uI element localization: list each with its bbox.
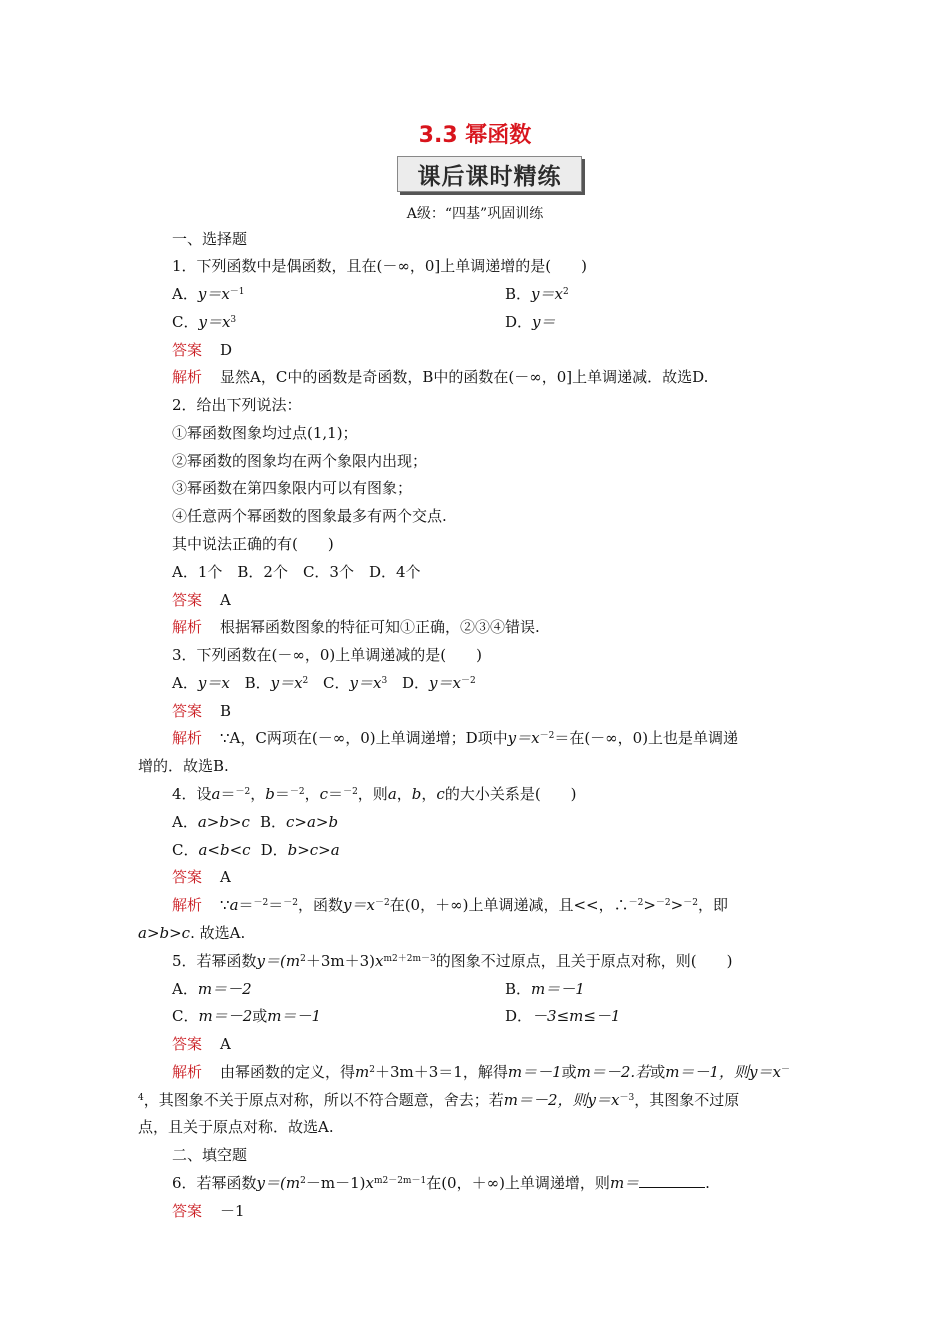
q2-stem: 2．给出下列说法： bbox=[172, 396, 302, 414]
q4-analysis-cont: a>b>c. 故选A. bbox=[138, 924, 246, 942]
q1-option-a: A．$y=x^{-1}$ bbox=[172, 285, 245, 303]
q1-option-b: B．$y=x^2$ bbox=[505, 285, 569, 303]
q2-question: 其中说法正确的有( ) bbox=[172, 535, 334, 553]
q2-item-3: ③幂函数在第四象限内可以有图象； bbox=[172, 479, 413, 497]
q3-stem: 3．下列函数在(－∞，0)上单调递减的是( ) bbox=[172, 646, 482, 664]
q3-analysis-cont: 增的．故选B. bbox=[138, 757, 229, 775]
q2-answer: 答案 A bbox=[172, 591, 231, 609]
q3-options: A．y＝x B．$y=x^2$ C．$y=x^3$ D．$y=x^{-2}$ bbox=[172, 674, 476, 692]
q2-item-4: ④任意两个幂函数的图象最多有两个交点. bbox=[172, 507, 447, 525]
q2-options: A．1个 B．2个 C．3个 D．4个 bbox=[172, 563, 421, 581]
page-title: 3.3 幂函数 bbox=[418, 123, 532, 148]
q2-item-2: ②幂函数的图象均在两个象限内出现； bbox=[172, 452, 428, 470]
section-heading-fill: 二、填空题 bbox=[172, 1146, 248, 1164]
q5-analysis-cont-1: $^4$，其图象不关于原点对称，所以不符合题意，舍去；若m＝－2，则$y=x^{-3}$，其图象不过原 bbox=[138, 1091, 740, 1109]
q3-answer: 答案 B bbox=[172, 702, 232, 720]
section-heading-choice: 一、选择题 bbox=[172, 230, 248, 248]
q3-analysis: 解析 ∵A，C两项在(－∞，0)上单调递增；D项中$y=x^{-2}=$在(－∞，0)上也是单调递 bbox=[172, 729, 739, 747]
level-subtitle: A级：“四基”巩固训练 bbox=[406, 206, 544, 222]
q5-option-a: A．m＝－2 bbox=[172, 980, 252, 998]
q1-option-c: C．$y=x^3$ bbox=[172, 313, 237, 331]
q5-option-d: D．－3≤m≤－1 bbox=[505, 1007, 621, 1025]
q5-analysis: 解析 由幂函数的定义，得$m^2+3m+3=1$，解得m＝－1或m＝－2.若或m＝－1，则y＝x－ bbox=[172, 1063, 790, 1081]
q5-stem: 5．若幂函数$y=(m^2+3m+3)x^{m2+2m-3}$的图象不过原点，且关于原点对称，则( ) bbox=[172, 952, 733, 970]
q5-option-b: B．m＝－1 bbox=[505, 980, 585, 998]
q1-option-d: D．y＝ bbox=[505, 313, 556, 331]
q4-analysis: 解析 ∵a＝$^{-2}$＝$^{-2}$，函数$y=x^{-2}$在(0，＋∞)上单调递减，且<<，∴$^{-2}$>$^{-2}$>$^{-2}$，即 bbox=[172, 896, 728, 914]
q4-options-ab: A．a>b>c B．c>a>b bbox=[172, 813, 339, 831]
q2-item-1: ①幂函数图象均过点(1,1)； bbox=[172, 424, 358, 442]
section-banner: 课后课时精练 bbox=[397, 156, 582, 192]
q5-option-c: C．m＝－2或m＝－1 bbox=[172, 1007, 322, 1025]
q4-options-cd: C．a<b<c D．b>c>a bbox=[172, 841, 340, 859]
q6-stem: 6．若幂函数$y=(m^2-m-1)x^{m2-2m-1}$在(0，＋∞)上单调递增，则m＝ . bbox=[172, 1174, 710, 1192]
q5-answer: 答案 A bbox=[172, 1035, 231, 1053]
q6-answer-blank[interactable] bbox=[639, 1173, 705, 1188]
q1-stem: 1．下列函数中是偶函数，且在(－∞，0]上单调递增的是( ) bbox=[172, 257, 587, 275]
q5-analysis-cont-2: 点，且关于原点对称．故选A. bbox=[138, 1118, 334, 1136]
q1-analysis: 解析 显然A，C中的函数是奇函数，B中的函数在(－∞，0]上单调递减．故选D. bbox=[172, 368, 709, 386]
q1-answer: 答案 D bbox=[172, 341, 233, 359]
q2-analysis: 解析 根据幂函数图象的特征可知①正确，②③④错误. bbox=[172, 618, 540, 636]
q6-answer: 答案 －1 bbox=[172, 1202, 245, 1220]
q4-answer: 答案 A bbox=[172, 868, 231, 886]
q4-stem: 4．设a＝$^{-2}$，b＝$^{-2}$，c＝$^{-2}$，则a，b，c的大小关系是( ) bbox=[172, 785, 577, 803]
